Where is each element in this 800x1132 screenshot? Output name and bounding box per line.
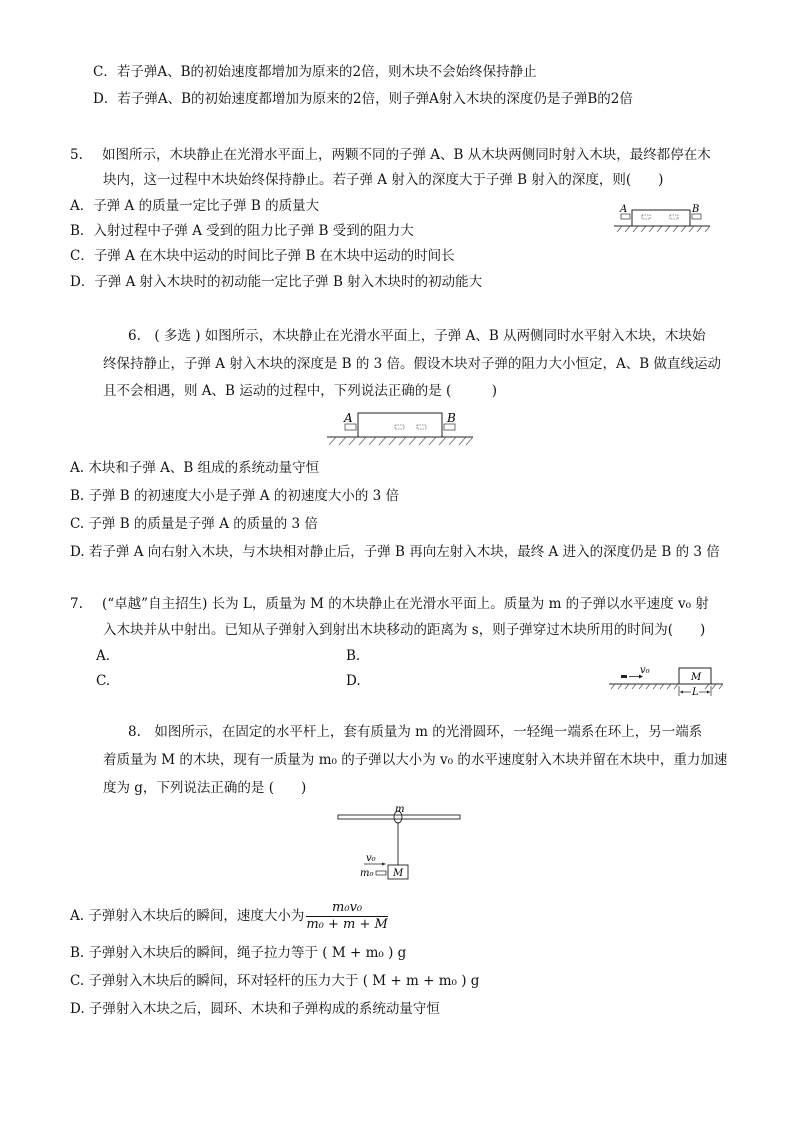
- option-c-previous: C．若子弹A、B的初始速度都增加为原来的2倍，则木块不会始终保持静止: [93, 64, 537, 80]
- q6-stem-line3: 且不会相遇，则 A、B 运动的过程中，下列说法正确的是 ( ): [103, 383, 498, 399]
- q5-fig-label-b: B: [692, 204, 700, 215]
- q5-stem-line2: 块内，这一过程中木块始终保持静止。若子弹 A 射入的深度大于子弹 B 射入的深度，则( ): [103, 172, 664, 188]
- q6-option-b: B. 子弹 B 的初速度大小是子弹 A 的初速度大小的 3 倍: [70, 488, 400, 504]
- q7-option-c: C.: [96, 673, 111, 689]
- q6-stem-line1: 6. ( 多选 ) 如图所示，木块静止在光滑水平面上，子弹 A、B 从两侧同时水平射入木块，木块始: [128, 328, 706, 344]
- q8-fig-label-v0: v₀: [366, 853, 376, 864]
- q5-figure: [612, 200, 712, 236]
- q7-fig-label-l: L: [692, 687, 699, 698]
- q6-option-a: A. 木块和子弹 A、B 组成的系统动量守恒: [70, 460, 320, 476]
- q8-stem-line1: 8. 如图所示，在固定的水平杆上，套有质量为 m 的光滑圆环，一轻绳一端系在环上，另一端系: [128, 724, 703, 740]
- q6-option-d: D. 若子弹 A 向右射入木块，与木块相对静止后，子弹 B 再向左射入木块，最终 A 进入的深度仍是 B 的 3 倍: [70, 544, 720, 560]
- q7-stem-line1: 7. (“卓越”自主招生) 长为 L，质量为 M 的木块静止在光滑水平面上。质量为 m 的子弹以水平速度 v₀ 射: [70, 596, 709, 612]
- q7-option-b: B.: [346, 648, 361, 664]
- q7-fig-label-v0: v₀: [640, 665, 650, 676]
- q5-option-c: C．子弹 A 在木块中运动的时间比子弹 B 在木块中运动的时间长: [70, 248, 455, 264]
- q8-fig-label-m0: m₀: [360, 868, 374, 879]
- q8-fig-label-m: m: [395, 804, 405, 815]
- option-d-previous: D．若子弹A、B的初始速度都增加为原来的2倍，则子弹A射入木块的深度仍是子弹B的2倍: [93, 91, 633, 107]
- q7-stem-line2: 入木块并从中射出。已知从子弹射入到射出木块移动的距离为 s，则子弹穿过木块所用的时间为( ): [103, 622, 706, 638]
- q5-number: 5.: [70, 147, 83, 163]
- q7-fig-label-m: M: [691, 672, 702, 683]
- q8-figure: [336, 803, 462, 885]
- q7-number: 7.: [70, 596, 83, 612]
- q5-option-a: A．子弹 A 的质量一定比子弹 B 的质量大: [70, 198, 320, 214]
- q5-fig-label-a: A: [620, 204, 628, 215]
- q8-stem-line2: 着质量为 M 的木块，现有一质量为 m₀ 的子弹以大小为 v₀ 的水平速度射入木块并留在木块中，重力加速: [103, 752, 728, 768]
- q6-fig-label-b: B: [447, 411, 456, 425]
- q8-option-a-fraction: $\frac{\text{m₀v₀}}{\text{m₀ + m + M}}$: [306, 900, 388, 932]
- q6-fig-label-a: A: [344, 411, 353, 425]
- q8-option-a: A. 子弹射入木块后的瞬间，速度大小为 $\frac{\text{m₀v₀}}{\text{m₀ + m + M}}$: [70, 900, 388, 932]
- q8-fig-label-M: M: [393, 868, 404, 879]
- q8-stem-line3: 度为 g，下列说法正确的是 ( ): [103, 780, 307, 796]
- q8-option-b: B. 子弹射入木块后的瞬间，绳子拉力等于 ( M + m₀ ) g: [70, 945, 407, 961]
- q5-option-b: B．入射过程中子弹 A 受到的阻力比子弹 B 受到的阻力大: [70, 223, 414, 239]
- q7-option-d: D.: [346, 673, 361, 689]
- q8-option-c: C. 子弹射入木块后的瞬间，环对轻杆的压力大于 ( M + m + m₀ ) g: [70, 973, 480, 989]
- q8-option-d: D. 子弹射入木块之后，圆环、木块和子弹构成的系统动量守恒: [70, 1001, 440, 1017]
- q5-option-d: D．子弹 A 射入木块时的初动能一定比子弹 B 射入木块时的初动能大: [70, 274, 483, 290]
- q6-stem-line2: 终保持静止，子弹 A 射入木块的深度是 B 的 3 倍。假设木块对子弹的阻力大小恒定，A、B 做直线运动: [103, 356, 721, 372]
- q5-stem-line1: 5. 如图所示，木块静止在光滑水平面上，两颗不同的子弹 A、B 从木块两侧同时射入木块，最终都停在木: [70, 147, 711, 163]
- q6-figure: [325, 407, 475, 453]
- q6-option-c: C. 子弹 B 的质量是子弹 A 的质量的 3 倍: [70, 516, 318, 532]
- q7-figure: [607, 662, 727, 698]
- q7-option-a: A.: [96, 648, 111, 664]
